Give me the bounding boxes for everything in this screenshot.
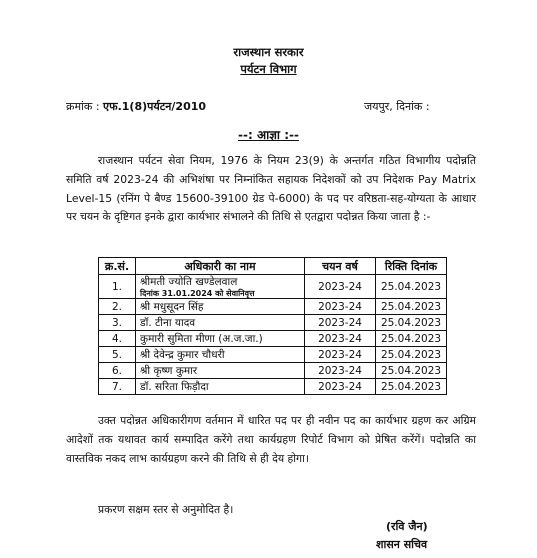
row-serial: 7. xyxy=(99,379,136,395)
order-paragraph-3 xyxy=(66,501,476,520)
row-date: 25.04.2023 xyxy=(376,315,447,331)
row-year: 2023-24 xyxy=(305,315,376,331)
row-year: 2023-24 xyxy=(305,275,376,299)
row-name xyxy=(136,275,305,299)
order-paragraph-1 xyxy=(66,152,476,227)
row-date: 25.04.2023 xyxy=(376,363,447,379)
table-row xyxy=(99,299,447,315)
order-paragraph-2 xyxy=(66,412,476,468)
table-row xyxy=(99,315,447,331)
row-name: कुमारी सुमिता मीणा (अ.ज.जा.) xyxy=(136,331,305,347)
order-title-text: --: आज्ञा :-- xyxy=(238,128,299,142)
table-row xyxy=(99,347,447,363)
row-serial: 2. xyxy=(99,299,136,315)
header-government: राजस्थान सरकार xyxy=(233,45,304,59)
row-year: 2023-24 xyxy=(305,363,376,379)
row-year: 2023-24 xyxy=(305,331,376,347)
row-date: 25.04.2023 xyxy=(376,347,447,363)
row-name-text: श्रीमती ज्योति खण्डेलवाल xyxy=(140,276,238,288)
table-row xyxy=(99,379,447,395)
col-date-header: रिक्ति दिनांक xyxy=(376,258,447,275)
reference-line xyxy=(66,99,206,114)
table-row xyxy=(99,363,447,379)
place-date: जयपुर, दिनांक : xyxy=(364,100,430,113)
signatory-name: (रवि जैन) xyxy=(386,520,428,533)
col-serial-header: क्र.सं. xyxy=(99,258,136,275)
row-serial: 3. xyxy=(99,315,136,331)
row-name: श्री मधुसूदन सिंह xyxy=(136,299,305,315)
col-name-header: अधिकारी का नाम xyxy=(136,258,305,275)
order-paragraph-2-text: उक्त पदोन्नत अधिकारीगण वर्तमान में धारित पद पर ही नवीन पद का कार्यभार ग्रहण कर अग्रिम आदेशों तक यथावत कार्य सम्पादित करेंगे तथा कार्यग्रहण रिपोर्ट विभाग को प्रेषित करेंगें। पदोन्नति का वास्तविक नकद लाभ कार्यग्रहण करने की तिथि से ही देय होगा। xyxy=(66,414,476,465)
row-name: डॉ. टीना यादव xyxy=(136,315,305,331)
reference-number: एफ.1(8)पर्यटन/2010 xyxy=(103,100,207,113)
row-year: 2023-24 xyxy=(305,379,376,395)
table-row xyxy=(99,275,447,299)
header-department xyxy=(0,62,537,77)
row-date: 25.04.2023 xyxy=(376,331,447,347)
row-date: 25.04.2023 xyxy=(376,275,447,299)
retirement-note: दिनांक 31.01.2024 को सेवानिवृत्त xyxy=(140,289,255,298)
row-year: 2023-24 xyxy=(305,347,376,363)
table-header-row xyxy=(99,258,447,275)
row-name: श्री कृष्ण कुमार xyxy=(136,363,305,379)
order-paragraph-1-text: राजस्थान पर्यटन सेवा नियम, 1976 के नियम 23(9) के अन्तर्गत गठित विभागीय पदोन्नति समिति वर्ष 2023-24 की अभिशंषा पर निम्नांकित सहायक निदेशकों को उप निदेशक Pay Matrix Level-15 (रनिंग पे बैण्ड 15600-39100 ग्रेड पे-6000) के पद पर वरिष्ठता-सह-योग्यता के आधार पर चयन के दृष्टिगत इनके द्वारा कार्यभार संभालने की तिथि से एतद्वारा पदोन्नत किया जाता है :- xyxy=(66,154,476,224)
promotion-table xyxy=(98,257,447,395)
header-department-text: पर्यटन विभाग xyxy=(240,62,297,76)
row-name: डॉ. सरिता फिड़ौदा xyxy=(136,379,305,395)
reference-label: क्रमांक : xyxy=(66,100,100,113)
row-serial: 6. xyxy=(99,363,136,379)
row-date: 25.04.2023 xyxy=(376,299,447,315)
row-name: श्री देवेन्द्र कुमार चौधरी xyxy=(136,347,305,363)
row-serial: 5. xyxy=(99,347,136,363)
table-row xyxy=(99,331,447,347)
row-serial: 1. xyxy=(99,275,136,299)
order-paragraph-3-text: प्रकरण सक्षम स्तर से अनुमोदित है। xyxy=(98,503,234,516)
row-date: 25.04.2023 xyxy=(376,379,447,395)
signatory-designation: शासन सचिव xyxy=(376,538,428,551)
row-serial: 4. xyxy=(99,331,136,347)
order-title xyxy=(0,126,537,143)
row-year: 2023-24 xyxy=(305,299,376,315)
col-year-header: चयन वर्ष xyxy=(305,258,376,275)
